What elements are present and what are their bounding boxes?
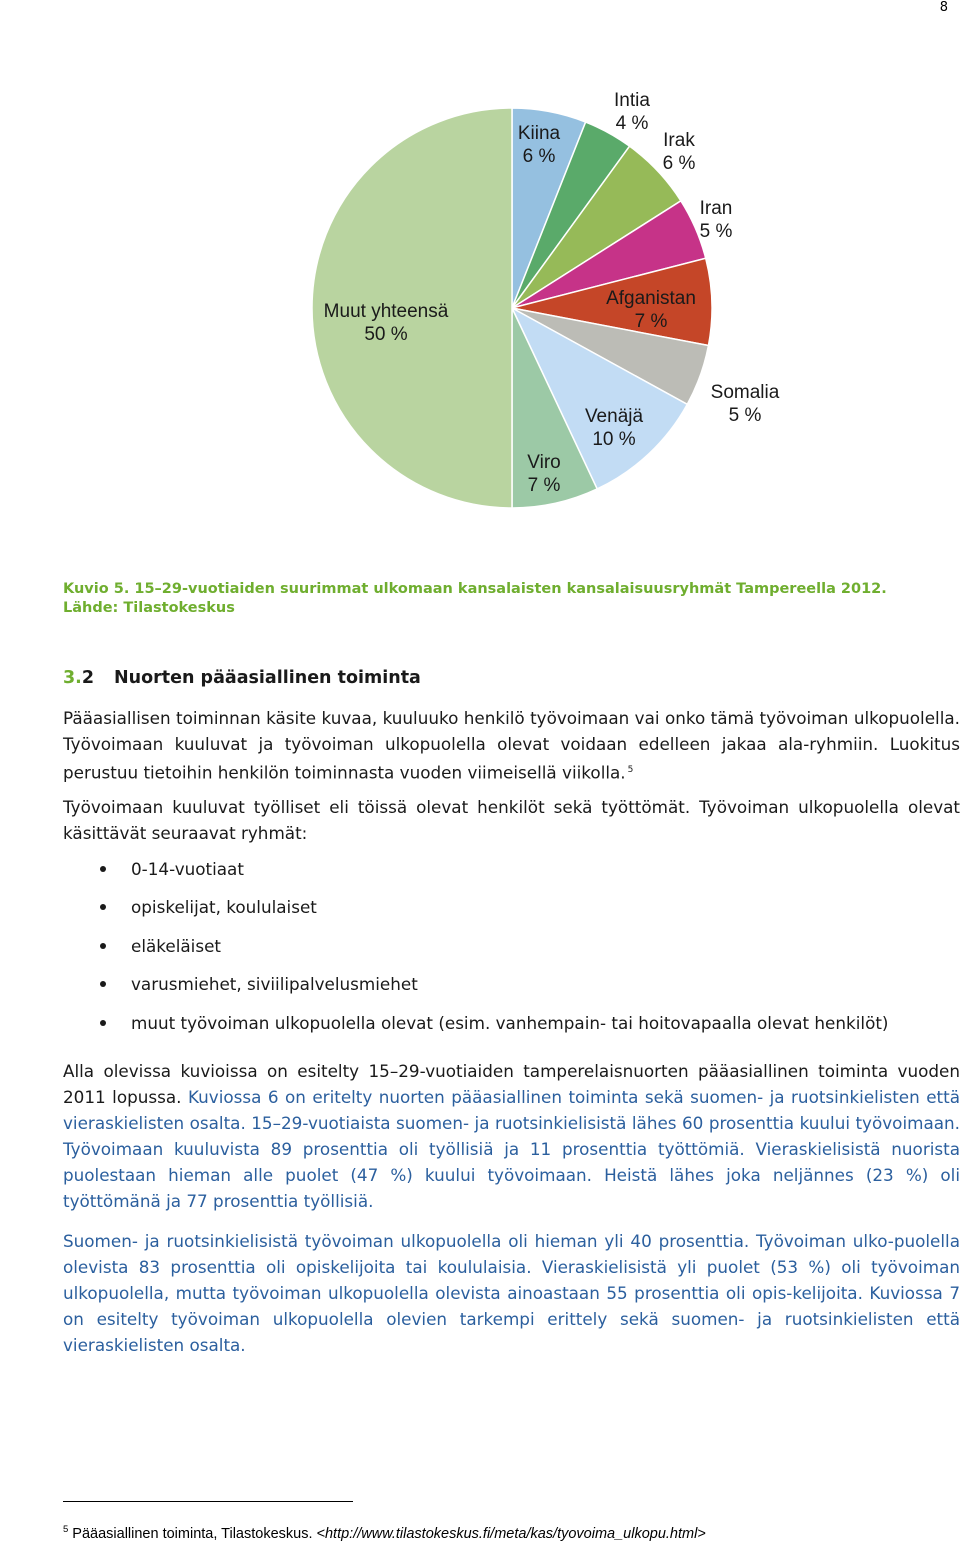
list-item-text: varusmiehet, siviilipalvelusmiehet	[131, 974, 418, 995]
bullet-icon	[100, 904, 106, 910]
footnote-link[interactable]: <http://www.tilastokeskus.fi/meta/kas/tyovoima_ulkopu.html>	[316, 1525, 706, 1542]
list-item-text: muut työvoiman ulkopuolella olevat (esim. vanhempain- tai hoitovapaalla olevat henkilöt)	[131, 1012, 889, 1033]
page-number: 8	[939, 0, 948, 15]
section-heading	[63, 665, 960, 691]
bullet-icon	[100, 866, 106, 872]
slice-label-name: Muut yhteensä	[323, 301, 449, 322]
caption-source: Lähde: Tilastokeskus	[63, 600, 235, 616]
slice-label-name: Somalia	[710, 382, 780, 403]
slice-label-name: Kiina	[517, 123, 561, 144]
slice-label-value: 6 %	[522, 146, 556, 167]
slice-label-value: 50 %	[364, 324, 408, 345]
slice-label-name: Intia	[614, 90, 650, 111]
bullet-icon	[100, 943, 106, 949]
intro-text: Pääasiallisen toiminnan käsite kuvaa, kuuluuko henkilö työvoimaan vai onko tämä työvoiman ulkopuolella. Työvoimaan kuuluvat ja työvoiman ulkopuolella olevat voidaan edelleen jakaa ala-ryhmiin. Luokitus perustuu tietoihin henkilön toiminnasta vuoden viimeisellä viikolla.	[63, 708, 960, 783]
footnote-divider	[63, 1501, 353, 1502]
caption-title: Kuvio 5. 15–29-vuotiaiden suurimmat ulkomaan kansalaisten kansalaisuusryhmät Tampereella 2012.	[63, 581, 887, 597]
slice-label-value: 10 %	[592, 429, 636, 450]
pie-chart	[0, 0, 960, 560]
list-item-text: eläkeläiset	[131, 935, 221, 956]
list-item-text: opiskelijat, koululaiset	[131, 897, 317, 918]
groups-intro-paragraph: Työvoimaan kuuluvat työlliset eli töissä olevat henkilöt sekä työttömät. Työvoiman ulkopuolella olevat käsittävät seuraavat ryhmät:	[63, 796, 960, 843]
footnote-number: 5	[63, 1524, 69, 1535]
slice-label-name: Irak	[663, 130, 695, 151]
footnote-text: Pääasiallinen toiminta, Tilastokeskus.	[72, 1525, 317, 1542]
list-item	[63, 933, 960, 972]
intro-paragraph	[63, 705, 960, 786]
section-3-2	[63, 665, 960, 1366]
slice-label-name: Venäjä	[584, 406, 644, 427]
section-number: 3.	[63, 668, 82, 688]
section-title: Nuorten pääasiallinen toiminta	[114, 668, 421, 688]
footnote-ref[interactable]: 5	[627, 765, 634, 775]
analysis-intro-text: Alla olevissa kuvioissa on esitelty 15–29-vuotiaiden tamperelaisnuorten pääasiallinen toiminta vuoden 2011 lopussa.	[63, 1061, 960, 1108]
slice-label-value: 5 %	[699, 221, 733, 242]
analysis-paragraph-2: Suomen- ja ruotsinkielisistä työvoiman ulkopuolella oli hieman yli 40 prosenttia. Työvoiman ulko-puolella olevista 83 prosenttia oli opiskelijoita tai koululaisia. Vieraskielisistä yli puolet (53 %) oli työvoiman ulkopuolella, mutta työvoiman ulkopuolella olevista ainoastaan 55 prosenttia oli opis-kelijoita. Kuviossa 7 on esitelty työvoiman ulkopuolella olevien tarkempi erittely sekä suomen- ja ruotsinkielisten että vieraskielisten osalta.	[63, 1231, 960, 1356]
list-item-text: 0-14-vuotiaat	[131, 858, 244, 879]
analysis-paragraph-1	[63, 1058, 960, 1214]
slice-label-value: 5 %	[728, 405, 762, 426]
slice-label-value: 7 %	[527, 475, 561, 496]
bullet-icon	[100, 1020, 106, 1026]
slice-label-value: 4 %	[615, 113, 649, 134]
analysis-detail-text: Kuviossa 6 on eritelty nuorten pääasiallinen toiminta sekä suomen- ja ruotsinkielisten että vieraskielisten osalta. 15–29-vuotiaista suomen- ja ruotsinkielisistä lähes 60 prosenttia kuului työvoimaan. Työvoimaan kuuluvista 89 prosenttia oli työllisiä ja 11 prosenttia työttömiä. Vieraskielisistä nuorista puolestaan hieman alle puolet (47 %) kuului työvoimaan. Heistä lähes joka neljännes (23 %) oli työttömänä ja 77 prosenttia työllisiä.	[63, 1087, 960, 1212]
list-item	[63, 894, 960, 933]
slice-label-name: Viro	[527, 452, 561, 473]
slice-label-name: Afganistan	[606, 288, 696, 309]
slice-label-value: 7 %	[634, 311, 668, 332]
list-item	[63, 971, 960, 1010]
bullet-icon	[100, 981, 106, 987]
figure-caption	[63, 580, 943, 618]
footnote	[63, 1524, 706, 1542]
slice-label-name: Iran	[699, 198, 733, 219]
list-item	[63, 856, 960, 895]
slice-label-value: 6 %	[662, 153, 696, 174]
section-number-sub: 2	[81, 668, 95, 688]
groups-list	[63, 856, 960, 1049]
list-item	[63, 1010, 960, 1049]
